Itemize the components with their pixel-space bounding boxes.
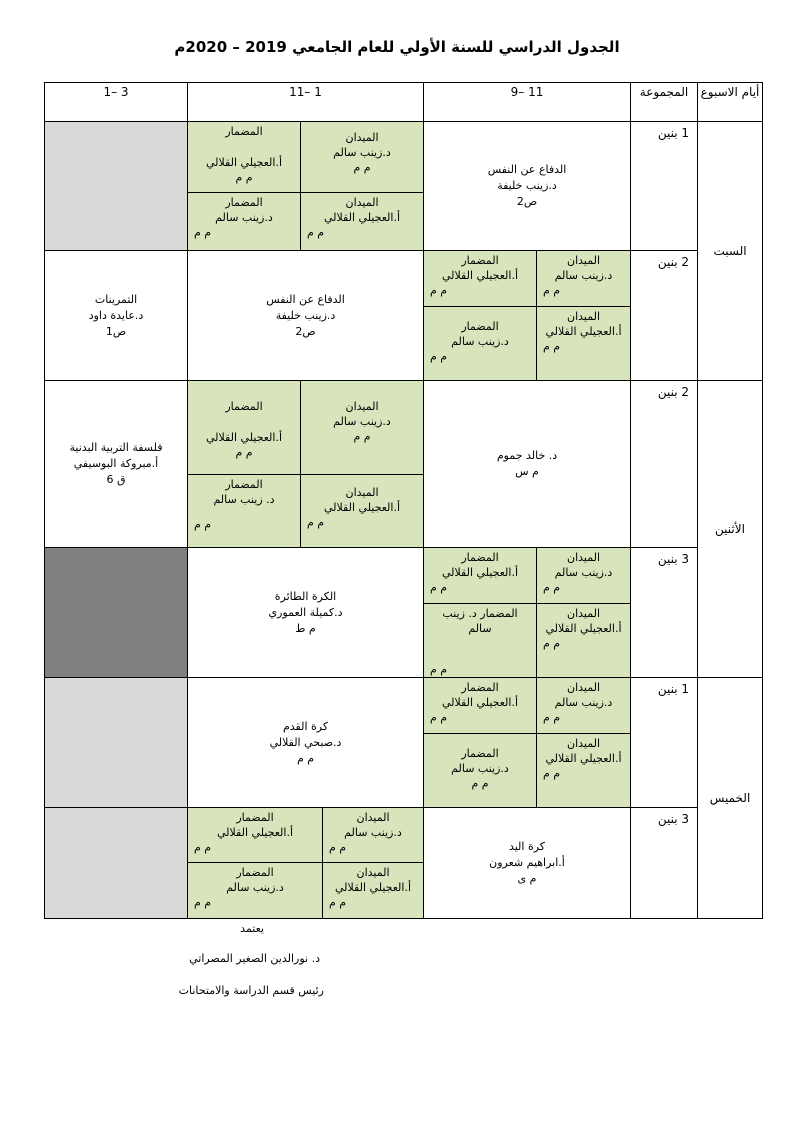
- lecture-cell: كرة القدم د.صبحي القلالي م م: [187, 677, 424, 808]
- lecture-cell: د. خالد جموم م س: [423, 380, 631, 548]
- practical-cell: المضمار أ.العجيلي القلالي م م: [187, 807, 323, 863]
- lecture-cell: الدفاع عن النفس د.زينب خليفة ص2: [187, 250, 424, 381]
- empty-cell: [44, 807, 188, 919]
- lecture-cell: الدفاع عن النفس د.زينب خليفة ص2: [423, 121, 631, 251]
- day-saturday: السبت: [697, 121, 763, 381]
- lecture-cell: الكرة الطائرة د.كميلة العموري م ط: [187, 547, 424, 678]
- practical-cell: الميدان د.زينب سالم م م: [322, 807, 424, 863]
- header-slot-1-3: 1– 3: [44, 82, 188, 122]
- header-slot-11-1: 11– 1: [187, 82, 424, 122]
- practical-cell: المضمار د.زينب سالم م م: [187, 862, 323, 919]
- lecture-cell: كرة اليد أ.ابراهيم شعرون م ى: [423, 807, 631, 919]
- practical-cell: الميدان أ.العجيلي القلالي م م: [536, 603, 631, 678]
- practical-cell: الميدان أ.العجيلي القلالي م م: [322, 862, 424, 919]
- practical-cell: المضمار د. زينب سالم م م: [423, 603, 537, 678]
- page-title: الجدول الدراسي للسنة الأولي للعام الجامعي 2019 – 2020م: [174, 38, 620, 56]
- signatory-name: د. نورالدين الصغير المصراتي: [189, 952, 320, 965]
- lecture-cell: التمرينات د.عايدة داود ص1: [44, 250, 188, 381]
- practical-cell: المضمار د.زينب سالم م م: [423, 733, 537, 808]
- lecture-cell: فلسفة التربية البدنية أ.مبروكة البوسيفي ق 6: [44, 380, 188, 548]
- practical-cell: الميدان د.زينب سالم م م: [536, 547, 631, 604]
- header-slot-9-11: 9– 11: [423, 82, 631, 122]
- group-label: 1 بنين: [630, 677, 698, 808]
- practical-cell: الميدان أ.العجيلي القلالي م م: [536, 733, 631, 808]
- practical-cell: المضمار د. زينب سالم م م: [187, 474, 301, 548]
- group-label: 2 بنين: [630, 380, 698, 548]
- practical-cell: الميدان أ.العجيلي القلالي م م: [300, 192, 424, 251]
- practical-cell: الميدان د.زينب سالم م م: [300, 121, 424, 193]
- empty-cell: [44, 547, 188, 678]
- signatory-role: رئيس قسم الدراسة والامتحانات: [178, 984, 324, 997]
- practical-cell: المضمار أ.العجيلي القلالي م م: [187, 121, 301, 193]
- practical-cell: المضمار أ.العجيلي القلالي م م: [423, 677, 537, 734]
- day-monday: الأثنين: [697, 380, 763, 678]
- empty-cell: [44, 121, 188, 251]
- practical-cell: الميدان د.زينب سالم م م: [300, 380, 424, 475]
- practical-cell: الميدان د.زينب سالم م م: [536, 250, 631, 307]
- approval-label: يعتمد: [240, 922, 264, 935]
- practical-cell: المضمار أ.العجيلي القلالي م م: [423, 250, 537, 307]
- header-group: المجموعة: [630, 82, 698, 122]
- practical-cell: المضمار د.زينب سالم م م: [187, 192, 301, 251]
- day-thursday: الخميس: [697, 677, 763, 919]
- group-label: 3 بنين: [630, 807, 698, 919]
- practical-cell: الميدان أ.العجيلي القلالي م م: [536, 306, 631, 381]
- practical-cell: الميدان د.زينب سالم م م: [536, 677, 631, 734]
- practical-cell: المضمار د.زينب سالم م م: [423, 306, 537, 381]
- practical-cell: المضمار أ.العجيلي القلالي م م: [423, 547, 537, 604]
- group-label: 2 بنين: [630, 250, 698, 381]
- header-days: أيام الاسبوع: [697, 82, 763, 122]
- empty-cell: [44, 677, 188, 808]
- group-label: 3 بنين: [630, 547, 698, 678]
- group-label: 1 بنين: [630, 121, 698, 251]
- practical-cell: المضمار أ.العجيلي القلالي م م: [187, 380, 301, 475]
- practical-cell: الميدان أ.العجيلي القلالي م م: [300, 474, 424, 548]
